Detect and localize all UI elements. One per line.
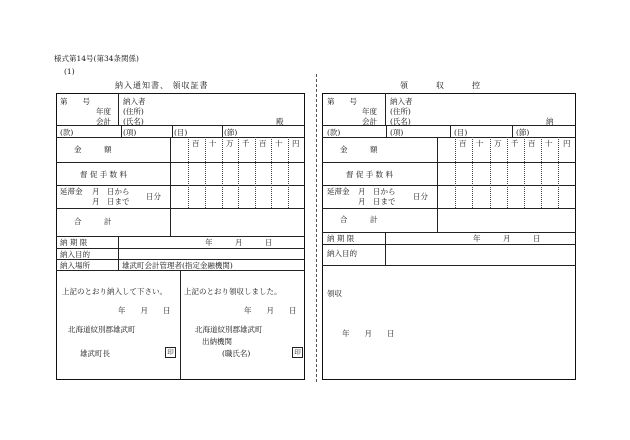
left-kou: (項) bbox=[123, 128, 137, 137]
right-digit: 万 bbox=[494, 139, 502, 148]
left-amount-label: 金 額 bbox=[74, 145, 112, 154]
left-name-label: (氏名) bbox=[123, 117, 144, 126]
left-place-label: 納入場所 bbox=[60, 261, 90, 270]
right-fee-label: 督 促 手 数 料 bbox=[346, 170, 394, 179]
left-honorific: 殿 bbox=[276, 117, 284, 126]
right-digit: 十 bbox=[545, 139, 553, 148]
left-receipt-date: 年 月 日 bbox=[244, 306, 297, 315]
right-received-label: 領収 bbox=[327, 289, 342, 298]
left-place-value: 雄武町会計管理者(指定金融機関) bbox=[122, 261, 233, 270]
left-delay-days: 日分 bbox=[146, 192, 161, 201]
left-address-label: (住所) bbox=[123, 107, 144, 116]
right-payer-label: 納入者 bbox=[390, 97, 413, 106]
seal-mark: 印 bbox=[165, 347, 176, 358]
right-title: 領 収 控 bbox=[400, 81, 481, 90]
right-kou: (項) bbox=[390, 128, 404, 137]
left-digit: 百 bbox=[259, 139, 267, 148]
right-name-label: (氏名) bbox=[390, 117, 411, 126]
left-notice-address: 北海道紋別郡雄武町 bbox=[68, 325, 136, 334]
left-digit: 十 bbox=[275, 139, 283, 148]
right-moku: (目) bbox=[454, 128, 468, 137]
left-digit: 十 bbox=[209, 139, 217, 148]
left-title: 納入通知書、 領収証書 bbox=[115, 81, 209, 90]
right-digit: 百 bbox=[528, 139, 536, 148]
left-receipt-text: 上記のとおり領収しました。 bbox=[184, 287, 282, 296]
left-digit: 百 bbox=[192, 139, 200, 148]
right-account-label: 会計 bbox=[362, 117, 377, 126]
right-honorific: 納 bbox=[546, 117, 554, 126]
left-moku: (目) bbox=[174, 128, 188, 137]
left-setsu: (節) bbox=[224, 128, 238, 137]
left-number-label: 第 号 bbox=[60, 97, 90, 106]
right-digit: 千 bbox=[511, 139, 519, 148]
left-receipt-address: 北海道紋別郡雄武町 bbox=[195, 325, 263, 334]
left-delay-label: 延滞金 bbox=[60, 187, 83, 196]
right-delay-days: 日分 bbox=[413, 192, 428, 201]
right-year-label: 年度 bbox=[362, 107, 377, 116]
right-number-label: 第 号 bbox=[327, 97, 357, 106]
left-notice-signer: 雄武町長 bbox=[80, 349, 110, 358]
seal-mark: 印 bbox=[292, 347, 303, 358]
left-delay-from: 月 日から bbox=[92, 187, 130, 196]
left-total-label: 合 計 bbox=[74, 217, 112, 226]
right-setsu: (節) bbox=[516, 128, 530, 137]
left-deadline-label: 納 期 限 bbox=[60, 238, 88, 247]
right-delay-label: 延滞金 bbox=[327, 187, 350, 196]
right-total-label: 合 計 bbox=[340, 215, 378, 224]
left-digit: 千 bbox=[242, 139, 250, 148]
right-digit: 円 bbox=[563, 139, 571, 148]
right-digit: 十 bbox=[476, 139, 484, 148]
form-subnumber: (1) bbox=[64, 67, 75, 76]
left-receipt-title: (職氏名) bbox=[222, 349, 251, 358]
left-year-label: 年度 bbox=[96, 107, 111, 116]
right-kan: (款) bbox=[327, 128, 341, 137]
left-digit: 円 bbox=[292, 139, 300, 148]
cut-line bbox=[316, 74, 317, 382]
left-fee-label: 督 促 手 数 料 bbox=[80, 170, 128, 179]
left-deadline-value: 年 月 日 bbox=[205, 238, 273, 247]
right-digit: 百 bbox=[459, 139, 467, 148]
left-notice-text: 上記のとおり納入して下さい。 bbox=[62, 287, 167, 296]
right-received-date: 年 月 日 bbox=[342, 329, 395, 338]
right-delay-from: 月 日から bbox=[358, 187, 396, 196]
left-digit: 万 bbox=[226, 139, 234, 148]
left-payer-label: 納入者 bbox=[123, 97, 146, 106]
left-account-label: 会計 bbox=[96, 117, 111, 126]
left-purpose-label: 納入目的 bbox=[60, 250, 90, 259]
right-deadline-value: 年 月 日 bbox=[473, 234, 541, 243]
right-amount-label: 金 額 bbox=[340, 145, 378, 154]
left-receipt-org: 出納機関 bbox=[202, 337, 232, 346]
right-address-label: (住所) bbox=[390, 107, 411, 116]
right-purpose-label: 納入目的 bbox=[327, 249, 357, 258]
form-label: 様式第14号(第34条関係) bbox=[54, 54, 139, 63]
right-deadline-label: 納 期 限 bbox=[327, 234, 355, 243]
left-notice-date: 年 月 日 bbox=[118, 306, 171, 315]
right-delay-to: 月 日まで bbox=[358, 197, 396, 206]
left-delay-to: 月 日まで bbox=[92, 197, 130, 206]
left-kan: (款) bbox=[60, 128, 74, 137]
